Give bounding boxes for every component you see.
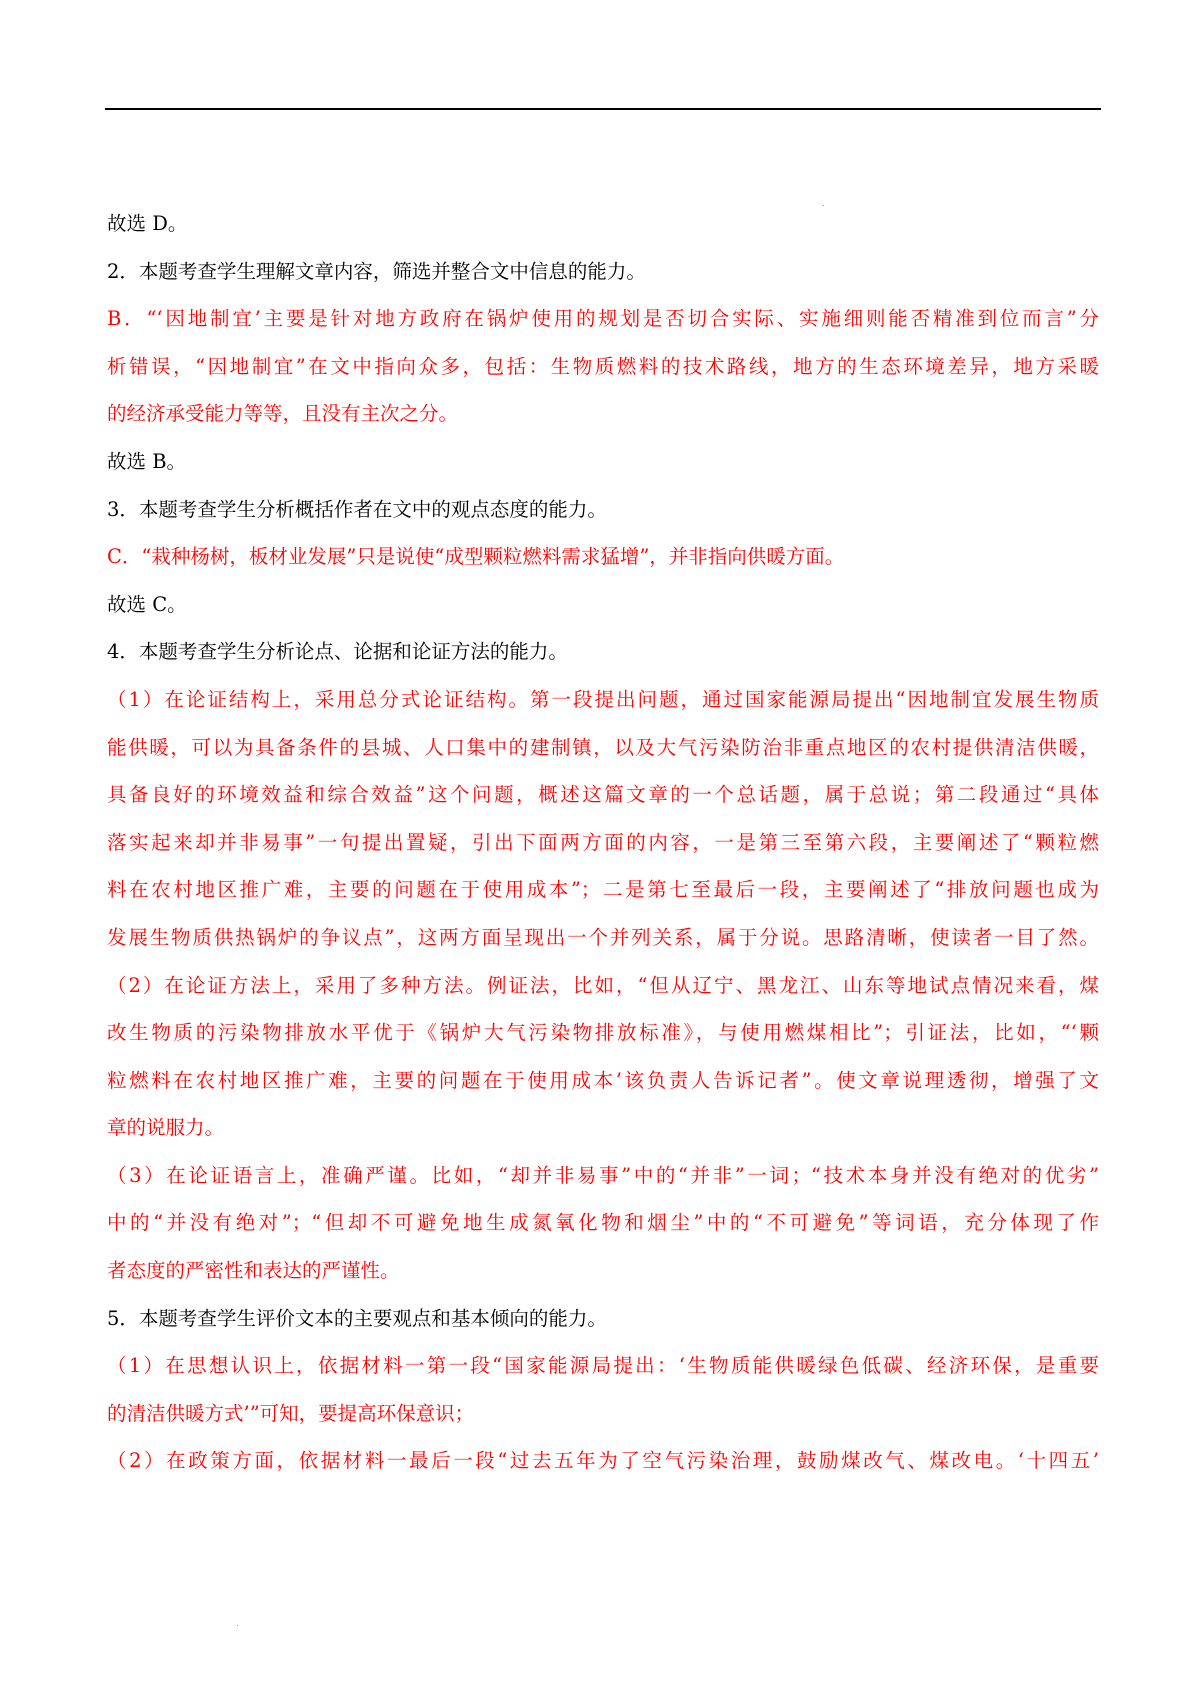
text-line: 4．本题考查学生分析论点、论据和论证方法的能力。 (107, 640, 568, 664)
text-line: （1）在思想认识上，依据材料一第一段“国家能源局提出：‘生物质能供暖绿色低碳、经济环保，是重要 (107, 1354, 1099, 1378)
text-line: 2．本题考查学生理解文章内容，筛选并整合文中信息的能力。 (107, 259, 646, 283)
text-line: 者态度的严密性和表达的严谨性。 (107, 1259, 400, 1283)
text-line: 章的说服力。 (107, 1116, 225, 1140)
text-line: 中的“并没有绝对”；“但却不可避免地生成氮氧化物和烟尘”中的“不可避免”等词语，充分体现了作 (107, 1211, 1099, 1235)
answer-text-body (107, 200, 1099, 1485)
text-line: 3．本题考查学生分析概括作者在文中的观点态度的能力。 (107, 497, 607, 521)
text-line: 发展生物质供热锅炉的争议点”，这两方面呈现出一个并列关系，属于分说。思路清晰，使读者一目了然。 (107, 925, 1099, 949)
text-line: 具备良好的环境效益和综合效益”这个问题，概述这篇文章的一个总话题，属于总说；第二段通过“具体 (107, 783, 1099, 807)
text-line: 故选 B。 (107, 449, 187, 473)
text-line: 的经济承受能力等等，且没有主次之分。 (107, 402, 459, 426)
text-line: （3）在论证语言上，准确严谨。比如，“却并非易事”中的“并非”一词；“技术本身并没有绝对的优劣” (107, 1163, 1099, 1187)
text-line: （1）在论证结构上，采用总分式论证结构。第一段提出问题，通过国家能源局提出“因地制宜发展生物质 (107, 687, 1099, 711)
text-line: 粒燃料在农村地区推广难，主要的问题在于使用成本’该负责人告诉记者”。使文章说理透彻，增强了文 (107, 1068, 1099, 1092)
text-line: C．“栽种杨树，板材业发展”只是说使“成型颗粒燃料需求猛增”，并非指向供暖方面。 (107, 545, 845, 569)
scan-speck (237, 1625, 238, 1626)
text-line: 析错误，“因地制宜”在文中指向众多，包括：生物质燃料的技术路线，地方的生态环境差异，地方采暖 (107, 354, 1099, 378)
text-line: 落实起来却并非易事”一句提出置疑，引出下面两方面的内容，一是第三至第六段，主要阐述了“颗粒燃 (107, 830, 1099, 854)
text-line: 的清洁供暖方式’”可知，要提高环保意识； (107, 1401, 475, 1425)
header-rule (105, 108, 1101, 110)
text-line: 料在农村地区推广难，主要的问题在于使用成本”；二是第七至最后一段，主要阐述了“排放问题也成为 (107, 878, 1099, 902)
text-line: 故选 D。 (107, 212, 188, 235)
text-line: 能供暖，可以为具备条件的县城、人口集中的建制镇，以及大气污染防治非重点地区的农村提供清洁供暖， (107, 735, 1099, 759)
text-line: （2）在论证方法上，采用了多种方法。例证法，比如，“但从辽宁、黑龙江、山东等地试点情况来看，煤 (107, 973, 1099, 997)
text-line: （2）在政策方面，依据材料一最后一段“过去五年为了空气污染治理，鼓励煤改气、煤改电。‘十四五’ (107, 1449, 1099, 1473)
text-line: B．“‘因地制宜’主要是针对地方政府在锅炉使用的规划是否切合实际、实施细则能否精准到位而言”分 (107, 307, 1099, 331)
text-line: 5．本题考查学生评价文本的主要观点和基本倾向的能力。 (107, 1306, 607, 1330)
text-line: 故选 C。 (107, 592, 187, 616)
text-line: 改生物质的污染物排放水平优于《锅炉大气污染物排放标准》，与使用燃煤相比”；引证法，比如，“‘颗 (107, 1021, 1099, 1045)
